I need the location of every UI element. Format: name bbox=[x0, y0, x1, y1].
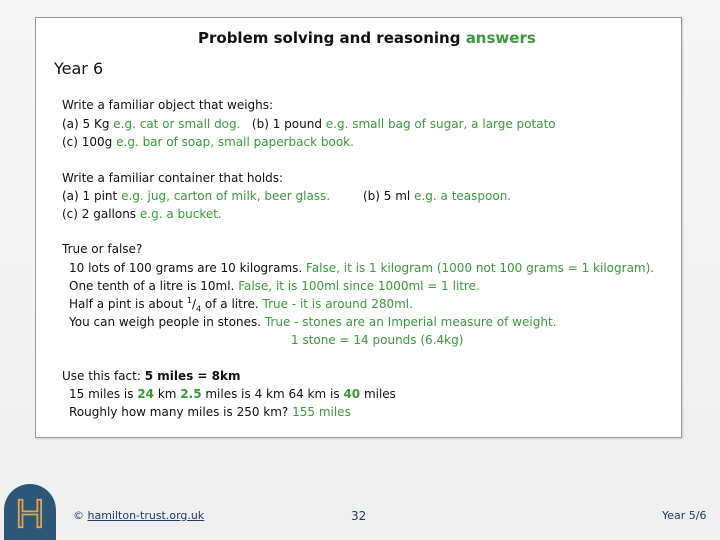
q3-statement-3: Half a pint is about $^1/_4$ of a litre. True - it is around 280ml. bbox=[69, 296, 413, 314]
copyright-text: © hamilton-trust.org.uk bbox=[73, 509, 205, 522]
hamilton-trust-link[interactable]: hamilton-trust.org.uk bbox=[87, 509, 205, 522]
q3-statement-4: You can weigh people in stones. True - stones are an Imperial measure of weight. bbox=[69, 315, 557, 329]
q3-statement-1: 10 lots of 100 grams are 10 kilograms. False, it is 1 kilogram (1000 not 100 grams = 1 kilogram). bbox=[69, 261, 655, 275]
q4-lead: Use this fact: 5 miles = 8km bbox=[62, 369, 241, 383]
q3-statement-4-note: 1 stone = 14 pounds (6.4kg) bbox=[291, 333, 464, 347]
year-heading: Year 6 bbox=[54, 59, 104, 78]
q2-line-a: (a) 1 pint e.g. jug, carton of milk, beer glass. bbox=[62, 189, 331, 203]
q1-lead: Write a familiar object that weighs: bbox=[62, 98, 274, 112]
h-letter-icon bbox=[10, 490, 50, 534]
q3-statement-2: One tenth of a litre is 10ml. False, it is 100ml since 1000ml = 1 litre. bbox=[69, 279, 480, 293]
page-title: Problem solving and reasoning answers bbox=[198, 29, 536, 47]
svg-text:H: H bbox=[15, 492, 45, 534]
page-number: 32 bbox=[351, 509, 367, 523]
q3-lead: True or false? bbox=[62, 242, 143, 256]
q2-line-c: (c) 2 gallons e.g. a bucket. bbox=[62, 207, 222, 221]
q1-line-c: (c) 100g e.g. bar of soap, small paperback book. bbox=[62, 135, 354, 149]
q2-lead: Write a familiar container that holds: bbox=[62, 171, 284, 185]
hamilton-logo bbox=[4, 484, 56, 540]
q1-line-ab: (a) 5 Kg e.g. cat or small dog. (b) 1 pound e.g. small bag of sugar, a large potato bbox=[62, 117, 556, 131]
q2-line-b: (b) 5 ml e.g. a teaspoon. bbox=[363, 189, 512, 203]
q4-line-2: Roughly how many miles is 250 km? 155 miles bbox=[69, 405, 351, 419]
q4-line-1: 15 miles is 24 km 2.5 miles is 4 km 64 km is 40 miles bbox=[69, 387, 396, 401]
grade-label: Year 5/6 bbox=[662, 509, 707, 522]
